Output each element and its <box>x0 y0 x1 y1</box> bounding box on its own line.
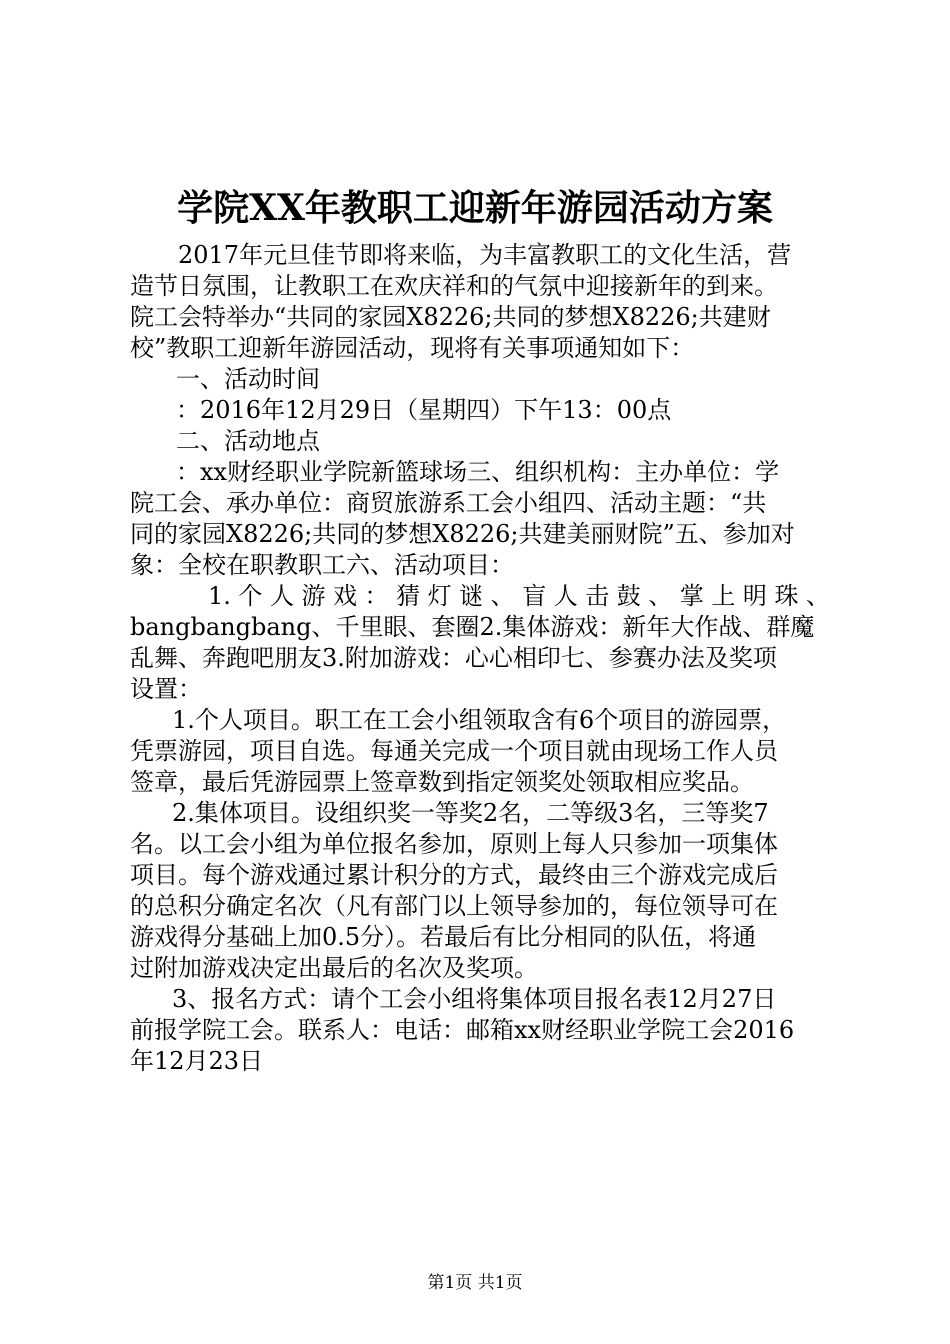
paragraph-line: 2017年元旦佳节即将来临，为丰富教职工的文化生活，营 <box>178 241 792 269</box>
paragraph-line: 签章，最后凭游园票上签章数到指定领奖处领取相应奖品。 <box>130 768 754 796</box>
paragraph-line: 的总积分确定名次（凡有部门以上领导参加的，每位领导可在 <box>130 892 778 920</box>
paragraph-line: 造节日氛围，让教职工在欢庆祥和的气氛中迎接新年的到来。 <box>130 272 778 300</box>
paragraph-line: 校”教职工迎新年游园活动，现将有关事项通知如下： <box>130 334 695 362</box>
paragraph-line: ：2016年12月29日（星期四）下午13：00点 <box>176 396 672 424</box>
paragraph-line: 前报学院工会。联系人：电话：邮箱xx财经职业学院工会2016 <box>130 1016 795 1044</box>
document-title: 学院XX年教职工迎新年游园活动方案 <box>177 187 773 229</box>
paragraph-line: 凭票游园，项目自选。每通关完成一个项目就由现场工作人员 <box>130 737 778 765</box>
paragraph-line: 同的家园X8226;共同的梦想X8226;共建美丽财院”五、参加对 <box>130 520 795 548</box>
paragraph-line: ：xx财经职业学院新篮球场三、组织机构：主办单位：学 <box>176 458 780 486</box>
paragraph-line: 2.集体项目。设组织奖一等奖2名，二等级3名，三等奖7 <box>172 799 769 827</box>
paragraph-line: 乱舞、奔跑吧朋友3.附加游戏：心心相印七、参赛办法及奖项 <box>130 644 777 672</box>
section-heading: 二、活动地点 <box>176 427 320 455</box>
paragraph-line: 3、报名方式：请个工会小组将集体项目报名表12月27日 <box>172 985 777 1013</box>
section-heading: 一、活动时间 <box>176 365 320 393</box>
paragraph-line: 过附加游戏决定出最后的名次及奖项。 <box>130 954 538 982</box>
paragraph-line: 象：全校在职教职工六、活动项目： <box>130 551 514 579</box>
paragraph-line: 院工会、承办单位：商贸旅游系工会小组四、活动主题：“共 <box>130 489 767 517</box>
paragraph-line: 游戏得分基础上加0.5分）。若最后有比分相同的队伍，将通 <box>130 923 757 951</box>
paragraph-line: 院工会特举办“共同的家园X8226;共同的梦想X8226;共建财 <box>130 303 771 331</box>
paragraph-line: bangbangbang、千里眼、套圈2.集体游戏：新年大作战、群魔 <box>130 613 815 641</box>
paragraph-line: 项目。每个游戏通过累计积分的方式，最终由三个游戏完成后 <box>130 861 778 889</box>
paragraph-line: 1.个人项目。职工在工会小组领取含有6个项目的游园票， <box>172 706 787 734</box>
paragraph-line: 名。以工会小组为单位报名参加，原则上每人只参加一项集体 <box>130 830 778 858</box>
paragraph-line: 1.个人游戏：猜灯谜、盲人击鼓、掌上明珠、 <box>208 582 830 610</box>
page-footer: 第1页 共1页 <box>427 1273 523 1293</box>
paragraph-line: 年12月23日 <box>130 1047 264 1075</box>
paragraph-line: 设置： <box>130 675 202 703</box>
document-body <box>130 240 830 1077</box>
